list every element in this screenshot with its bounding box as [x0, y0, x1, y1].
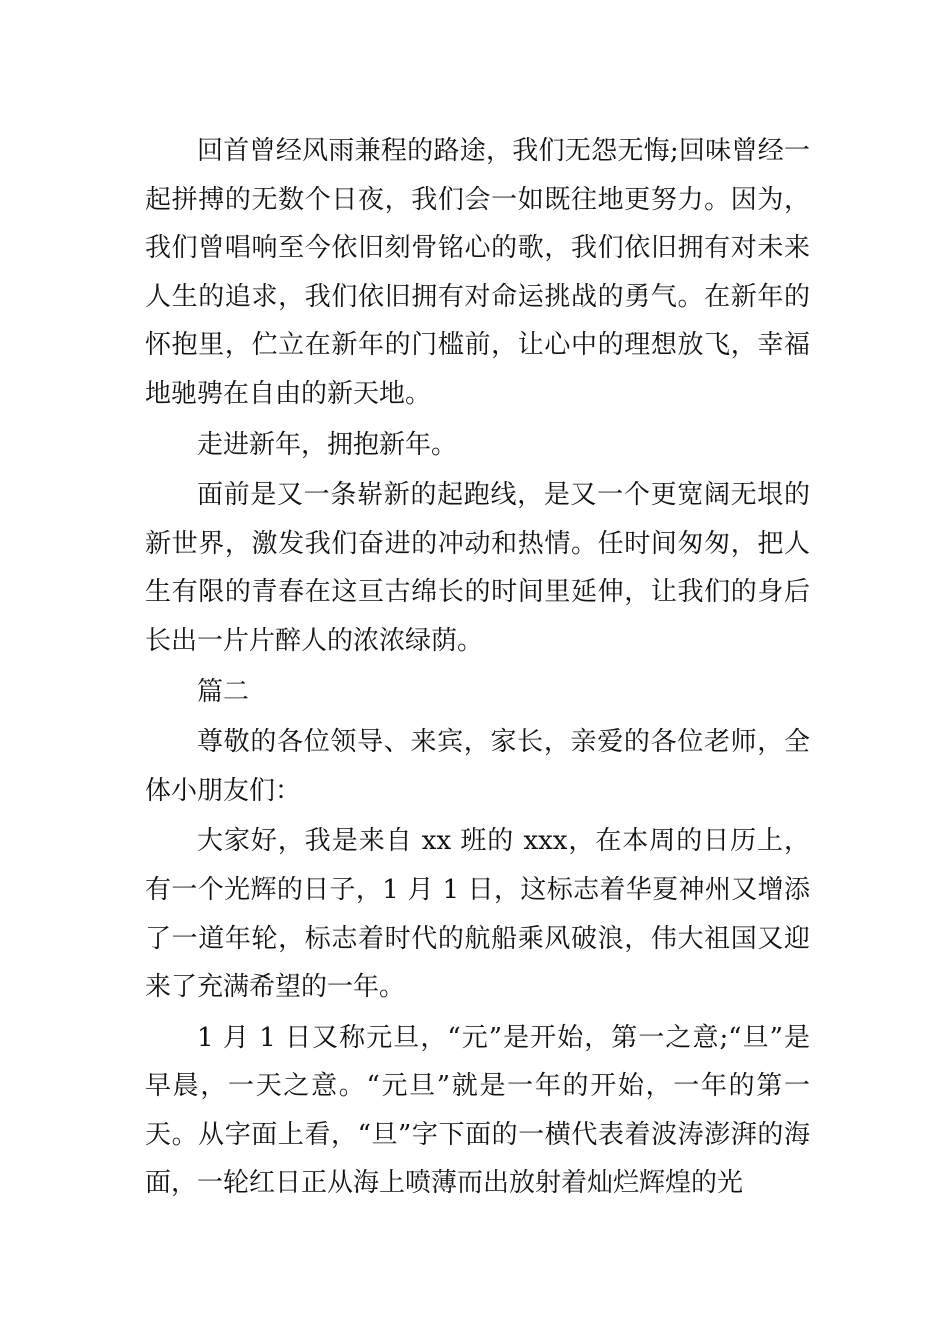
- paragraph: 大家好，我是来自 xx 班的 xxx，在本周的日历上，有一个光辉的日子，1 月 1 日，这标志着华夏神州又增添了一道年轮，标志着时代的航船乘风破浪，伟大祖国又迎来了充满希望的一年。: [145, 826, 810, 1003]
- paragraph: 走进新年，拥抱新年。: [197, 429, 458, 460]
- paragraph: 1 月 1 日又称元旦，“元”是开始，第一之意;“旦”是早晨，一天之意。“元旦”就是一年的开始，一年的第一天。从字面上看，“旦”字下面的一横代表着波涛澎湃的海面，一轮红日正从海上喷薄而出放射着灿烂辉煌的光: [145, 1022, 810, 1199]
- section-heading: 篇二: [197, 676, 250, 707]
- salutation: 尊敬的各位领导、来宾，家长，亲爱的各位老师，全体小朋友们：: [145, 727, 810, 806]
- document-body: [145, 127, 810, 1208]
- paragraph: 回首曾经风雨兼程的路途，我们无怨无悔;回味曾经一起拼搏的无数个日夜，我们会一如既往地更努力。因为，我们曾唱响至今依旧刻骨铭心的歌，我们依旧拥有对未来人生的追求，我们依旧拥有对命运挑战的勇气。在新年的怀抱里，伫立在新年的门槛前，让心中的理想放飞，幸福地驰骋在自由的新天地。: [145, 136, 810, 409]
- paragraph: 面前是又一条崭新的起跑线，是又一个更宽阔无垠的新世界，激发我们奋进的冲动和热情。任时间匆匆，把人生有限的青春在这亘古绵长的时间里延伸，让我们的身后长出一片片醉人的浓浓绿荫。: [145, 480, 810, 656]
